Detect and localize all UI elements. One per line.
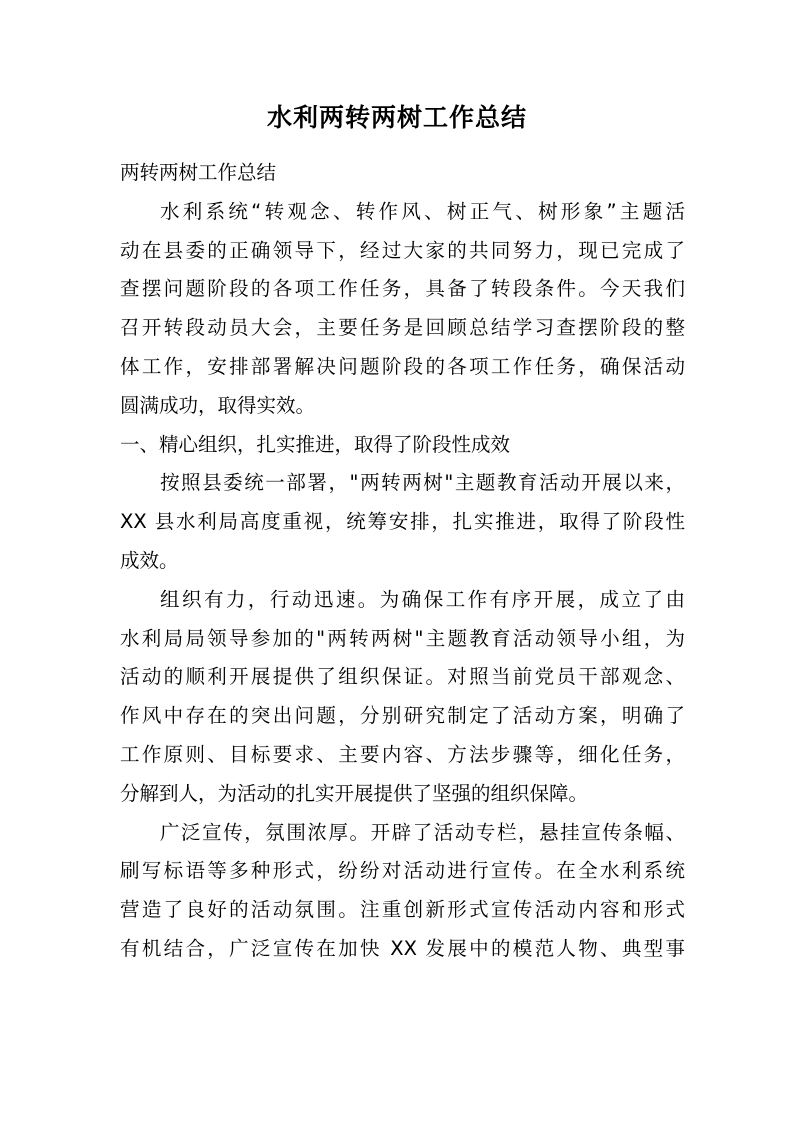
paragraph-line: 刷写标语等多种形式，纷纷对活动进行宣传。在全水利系统 — [120, 859, 685, 883]
paragraph-line: 查摆问题阶段的各项工作任务，具备了转段条件。今天我们 — [120, 277, 685, 301]
paragraph-line: 体工作，安排部署解决问题阶段的各项工作任务，确保活动 — [120, 354, 685, 378]
paragraph-line: 组织有力，行动迅速。为确保工作有序开展，成立了由 — [160, 587, 685, 611]
paragraph-line: 作风中存在的突出问题，分别研究制定了活动方案，明确了 — [120, 704, 685, 728]
paragraph-line: 活动的顺利开展提供了组织保证。对照当前党员干部观念、 — [120, 665, 685, 689]
paragraph-line: 按照县委统一部署，"两转两树"主题教育活动开展以来， — [160, 471, 685, 495]
paragraph-line: 工作原则、目标要求、主要内容、方法步骤等，细化任务， — [120, 742, 685, 766]
document-title: 水利两转两树工作总结 — [266, 103, 527, 132]
paragraph-line: 广泛宣传，氛围浓厚。开辟了活动专栏，悬挂宣传条幅、 — [160, 820, 685, 844]
paragraph-line: 成效。 — [120, 548, 179, 572]
paragraph-line: 召开转段动员大会，主要任务是回顾总结学习查摆阶段的整 — [120, 316, 685, 340]
section-heading: 一、精心组织，扎实推进，取得了阶段性成效 — [120, 432, 511, 456]
paragraph-line: 水利局局领导参加的"两转两树"主题教育活动领导小组，为 — [120, 626, 685, 650]
paragraph-line: 动在县委的正确领导下，经过大家的共同努力，现已完成了 — [120, 238, 685, 262]
document-body — [120, 154, 685, 969]
paragraph-line: XX 县水利局高度重视，统筹安排，扎实推进，取得了阶段性 — [120, 510, 685, 534]
document-subtitle: 两转两树工作总结 — [120, 161, 277, 184]
paragraph-line: 有机结合，广泛宣传在加快 XX 发展中的模范人物、典型事 — [120, 936, 685, 960]
paragraph-line: 营造了良好的活动氛围。注重创新形式宣传活动内容和形式 — [120, 898, 685, 922]
paragraph-line: 分解到人，为活动的扎实开展提供了坚强的组织保障。 — [120, 781, 589, 805]
paragraph-line: 圆满成功，取得实效。 — [120, 393, 316, 417]
paragraph-line: 水利系统“转观念、转作风、树正气、树形象”主题活 — [160, 199, 685, 223]
